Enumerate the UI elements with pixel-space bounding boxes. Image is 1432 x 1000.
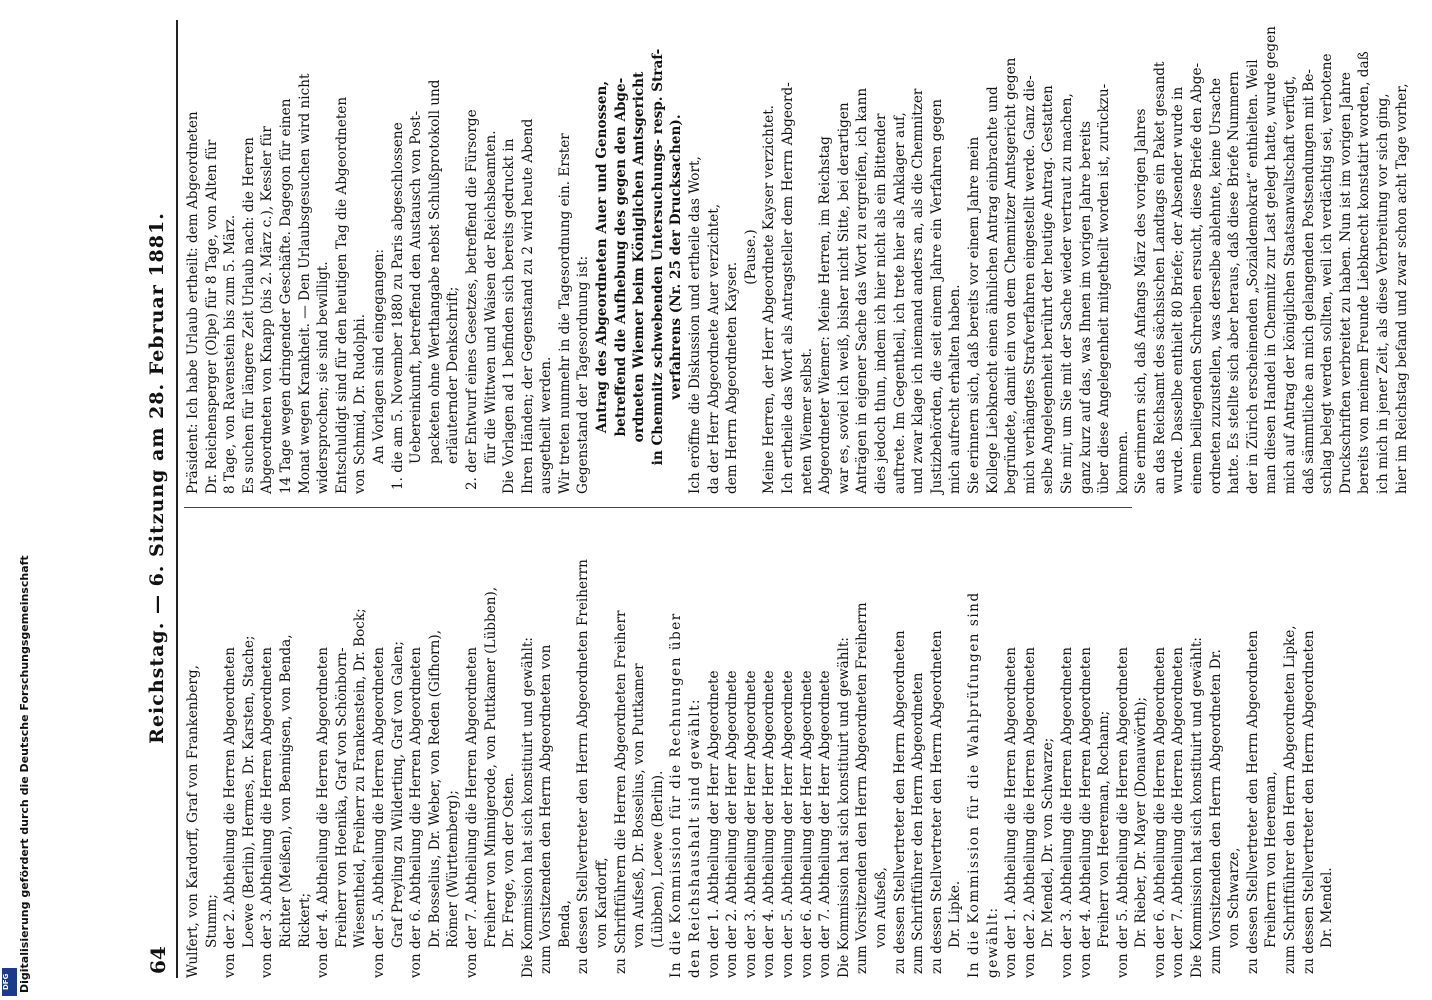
page-number: 64 xyxy=(146,946,170,974)
rotated-page-content xyxy=(140,0,1410,1000)
text-line: Römer (Württemberg); xyxy=(445,790,462,948)
text-line: wurde. Dasselbe enthielt 80 Briefe; der Absender wurde in xyxy=(1170,86,1187,494)
running-title: Reichstag. — 6. Sitzung am 28. Februar 1881. xyxy=(146,212,168,744)
text-line: Abgeordneten von Knapp (bis 2. März c.), Kessler für xyxy=(259,126,276,494)
text-line: von der 2. Abtheilung die Herren Abgeordneten xyxy=(222,647,239,978)
text-line: Kollege Liebknecht einen ähnlichen Antrag einbrachte und xyxy=(984,86,1001,494)
text-line: Freiherr von Heereman, Rochann; xyxy=(1096,710,1113,948)
text-line: Es suchen für längere Zeit Urlaub nach: die Herren xyxy=(240,137,257,494)
text-line: In die Kommission für die Wahlprüfungen sind xyxy=(965,591,982,978)
text-line: von der 3. Abtheilung die Herren Abgeordneten xyxy=(1058,647,1075,978)
text-line: An Vorlagen sind eingegangen: xyxy=(370,248,387,464)
text-line: Die Kommission hat sich konstituirt und gewählt: xyxy=(835,637,852,978)
text-line: für die Wittwen und Waisen der Reichsbeamten. xyxy=(482,130,499,464)
text-line: Dr. Mendel, Dr. von Schwarze; xyxy=(1040,737,1057,948)
text-line: von der 1. Abtheilung der Herr Abgeordnete xyxy=(705,670,722,978)
text-line: packeten ohne Werthangabe nebst Schlußprotokoll und xyxy=(426,79,443,464)
text-line: Rickert; xyxy=(296,892,313,948)
dfg-logo: DFG xyxy=(2,968,17,996)
text-line: widersprochen; sie sind bewilligt. xyxy=(315,261,332,494)
text-line: dies jedoch thun, indem ich hier nicht als ein Bittender xyxy=(872,113,889,494)
text-line: von der 7. Abtheilung die Herren Abgeordneten xyxy=(1170,647,1187,978)
text-line: 1. die am 5. November 1880 zu Paris abgeschlossene xyxy=(389,122,406,490)
text-line: Freiherrn von Heereman, xyxy=(1263,771,1280,948)
text-line: Dr. Reichensperger (Olpe) für 8 Tage, von Alten für xyxy=(203,139,220,494)
text-line: Dr. Frege, von der Osten. xyxy=(501,772,518,948)
text-line: bereits von meinem Freunde Liebknecht konstatirt worden, daß xyxy=(1356,51,1373,494)
text-line: den Reichshaushalt sind gewählt: xyxy=(687,697,704,978)
text-line: neten Wiemer selbst. xyxy=(798,347,815,494)
text-line: Anträgen in eigener Sache das Wort zu ergreifen, ich kann xyxy=(854,87,871,494)
text-line: Richter (Meißen), von Bennigsen, von Benda, xyxy=(277,634,294,948)
text-line: der in Zürich erscheinenden „Sozialdemokrat“ enthielten. Weil xyxy=(1244,59,1261,494)
text-line: Präsident: Ich habe Urlaub ertheilt: dem Abgeordneten xyxy=(185,111,201,494)
text-line: 8 Tage, von Ravenstein bis zum 5. März. xyxy=(222,214,239,494)
text-line: Benda, xyxy=(556,900,573,948)
text-line: zum Vorsitzenden den Herrn Abgeordneten Dr. xyxy=(1207,648,1224,974)
text-line: Freiherr von Minnigerode, von Puttkamer (Lübben), xyxy=(482,586,499,948)
text-line: Dr. Rieber, Dr. Mayer (Donauwörth); xyxy=(1133,696,1150,948)
text-line: von der 2. Abtheilung die Herren Abgeordneten xyxy=(1021,647,1038,978)
text-line: 14 Tage wegen dringender Geschäfte. Dagegon für einen xyxy=(277,98,294,494)
text-line: In die Kommission für die Rechnungen über xyxy=(668,612,685,978)
text-line: gewählt: xyxy=(984,906,1001,978)
text-line: von der 5. Abtheilung die Herren Abgeordneten xyxy=(370,647,387,978)
text-line: mich aufrecht erhalten haben. xyxy=(947,284,964,494)
digitization-note: Digitalisierung gefördert durch die Deutsche Forschungsgemeinschaft xyxy=(18,555,31,993)
text-line: ganz kurz auf das, was Ihnen im vorigen Jahre bereits xyxy=(1077,120,1094,494)
text-line: Die Kommission hat sich konstituirt und gewählt: xyxy=(519,637,536,978)
text-line: Sie erinnern sich, daß bereits vor einem Jahre mein xyxy=(965,136,982,494)
text-line: zu dessen Stellvertreter den Herrn Abgeordneten xyxy=(1300,630,1317,974)
text-line: von Schwarze, xyxy=(1226,847,1243,948)
text-line: daß sämmtliche an mich gelangenden Postsendungen mit Be- xyxy=(1300,68,1317,494)
text-line: von der 7. Abtheilung der Herr Abgeordnete xyxy=(817,670,834,978)
text-line: begründete, damit ein von dem Chemnitzer Amtsgericht gegen xyxy=(1003,57,1020,494)
text-line: Entschuldigt sind für den heutigen Tag die Abgeordneten xyxy=(333,96,350,494)
text-line: schlag belegt werden sollten, weil ich verdächtig sei, verbotene xyxy=(1319,53,1336,494)
text-line: von Kardorff, xyxy=(594,857,611,948)
text-line: Uebereinkunft, betreffend den Austausch von Post- xyxy=(408,110,425,464)
text-line: Dr. Mendel. xyxy=(1319,867,1336,948)
text-line: von der 5. Abtheilung die Herren Abgeordneten xyxy=(1114,647,1131,978)
text-line: an das Reichsamt des sächsischen Landtags ein Paket gesandt xyxy=(1151,61,1168,494)
text-line: von der 4. Abtheilung der Herr Abgeordnete xyxy=(761,670,778,978)
text-line: ich mich in jener Zeit, als diese Verbreitung vor sich ging, xyxy=(1375,93,1391,494)
text-line: Druckschriften verbreitet zu haben. Nun ist im vorigen Jahre xyxy=(1337,72,1354,494)
text-line: Monat wegen Krankheit. — Den Urlaubsgesuchen wird nicht xyxy=(296,73,313,494)
text-line: zum Vorsitzenden den Herrn Abgeordneten Freiherrn xyxy=(854,602,871,974)
text-line: zu dessen Stellvertreter den Herrn Abgeordneten xyxy=(1244,630,1261,974)
text-line: zu dessen Stellvertreter den Herrn Abgeordneten Freiherrn xyxy=(575,559,592,974)
text-line: Abgeordneter Wiemer: Meine Herren, im Reichstag xyxy=(817,136,834,494)
text-line: von Schmid, Dr. Rudolphi. xyxy=(352,313,369,494)
text-line: von der 1. Abtheilung die Herren Abgeordneten xyxy=(1003,647,1020,978)
text-line: Die Kommission hat sich konstituirt und gewählt: xyxy=(1189,637,1206,978)
text-line: man diesen Handel in Chemnitz zur Last gelegt hatte, wurde gegen xyxy=(1263,26,1280,494)
text-line: Wiesentheid, Freiherr zu Frankenstein, Dr. Bock; xyxy=(352,608,369,948)
text-line: in Chemnitz schwebenden Untersuchungs- resp. Straf- xyxy=(649,48,666,466)
text-line: (Lübben), Loewe (Berlin). xyxy=(649,770,666,948)
text-line: zum Schriftführer den Herrn Abgeordneten xyxy=(910,672,927,974)
text-line: von der 6. Abtheilung die Herren Abgeordneten xyxy=(1151,647,1168,978)
text-line: Ihren Händen; der Gegenstand zu 2 wird heute Abend xyxy=(519,118,536,494)
text-line: Sie erinnern sich, daß Anfangs März des vorigen Jahres xyxy=(1133,108,1150,494)
text-line: erläuternder Denkschrift; xyxy=(445,286,462,464)
right-text-column xyxy=(184,20,1410,494)
text-line: von der 3. Abtheilung der Herr Abgeordnete xyxy=(742,670,759,978)
text-line: von der 5. Abtheilung der Herr Abgeordnete xyxy=(780,670,796,978)
text-line: betreffend die Aufhebung des gegen den Abge- xyxy=(612,77,629,437)
text-line: von Aufseß, Dr. Bosselius, von Puttkamer xyxy=(631,663,648,948)
text-line: ordneten Wiemer beim Königlichen Amtsgericht xyxy=(631,71,648,443)
text-line: zu dessen Stellvertreter den Herrn Abgeordneten xyxy=(928,630,945,974)
text-line: von der 4. Abtheilung die Herren Abgeordneten xyxy=(315,647,332,978)
text-line: von der 7. Abtheilung die Herren Abgeordneten xyxy=(463,647,480,978)
text-line: von der 3. Abtheilung die Herren Abgeordneten xyxy=(259,647,276,978)
text-line: kommen. xyxy=(1114,430,1131,494)
text-line: hier im Reichstag befand und zwar schon acht Tage vorher, xyxy=(1393,83,1410,494)
text-line: von Aufseß, xyxy=(872,867,889,948)
left-text-column xyxy=(184,520,1336,978)
text-line: (Pause.) xyxy=(742,229,759,285)
text-line: einem beiliegenden Schreiben ersucht, diese Briefe den Abge- xyxy=(1189,62,1206,494)
text-line: Loewe (Berlin), Hermes, Dr. Karsten, Stache; xyxy=(240,635,257,948)
text-line: war es, soviel ich weiß, bisher nicht Sitte, bei derartigen xyxy=(835,102,852,494)
text-line: da der Herr Abgeordnete Auer verzichtet, xyxy=(705,203,722,494)
text-line: Die Vorlagen ad 1 befinden sich bereits gedruckt in xyxy=(501,138,518,494)
text-line: zum Schriftführer den Herrn Abgeordneten Lipke, xyxy=(1282,625,1299,974)
text-line: Sie mir, um Sie mit der Sache wieder vertraut zu machen, xyxy=(1058,93,1075,494)
text-line: ordneten zuzustellen, was derselbe ablehnte, keine Ursache xyxy=(1207,78,1224,494)
text-line: 2. der Entwurf eines Gesetzes, betreffend die Fürsorge xyxy=(463,109,480,490)
text-line: und zwar klage ich niemand anders an, als die Chemnitzer xyxy=(910,88,927,494)
text-line: Ich ertheile das Wort als Antragsteller dem Herrn Abgeord- xyxy=(780,82,796,494)
text-line: von der 6. Abtheilung der Herr Abgeordnete xyxy=(798,670,815,978)
text-line: zu dessen Stellvertreter den Herrn Abgeordneten xyxy=(891,630,908,974)
text-line: selbe Angelegenheit berührt der heutige Antrag. Gestatten xyxy=(1040,85,1057,494)
text-line: mich auf Antrag der königlichen Staatsanwaltschaft verfügt, xyxy=(1282,75,1299,494)
column-divider xyxy=(184,507,1132,508)
text-line: Wulfert, von Kardorff, Graf von Frankenberg, xyxy=(185,665,201,978)
text-line: Meine Herren, der Herr Abgeordnete Kayser verzichtet. xyxy=(761,104,778,494)
page-header xyxy=(142,20,178,978)
text-line: Gegenstand der Tagesordnung ist: xyxy=(575,255,592,494)
text-line: zum Vorsitzenden den Herrn Abgeordneten von xyxy=(538,644,555,974)
text-line: Dr. Bosselius, Dr. Weber, von Reden (Gifhorn), xyxy=(426,629,443,948)
text-line: Stumm; xyxy=(203,894,220,948)
text-line: hatte. Es stellte sich aber heraus, daß diese Briefe Nummern xyxy=(1226,71,1243,494)
text-line: verfahrens (Nr. 25 der Drucksachen). xyxy=(668,114,685,400)
text-line: Graf Preyling zu Wildertinq, Graf von Galen; xyxy=(389,641,406,948)
text-line: von der 4. Abtheilung die Herren Abgeordneten xyxy=(1077,647,1094,978)
text-line: Dr. Lipke. xyxy=(947,880,964,948)
text-line: Justizbehörden, die seit einem Jahre ein Verfahren gegen xyxy=(928,99,945,494)
text-line: dem Herrn Abgeordneten Kayser. xyxy=(724,261,741,494)
text-line: von der 2. Abtheilung der Herr Abgeordnete xyxy=(724,670,741,978)
text-line: Wir treten nunmehr in die Tagesordnung ein. Erster xyxy=(556,133,573,494)
text-line: mich verhängtes Strafverfahren eingestellt werde. Ganz die- xyxy=(1021,75,1038,494)
text-line: ausgetheilt werden. xyxy=(538,356,555,494)
text-line: auftrete. Im Gegentheil, ich trete hier als Anklager auf, xyxy=(891,112,908,494)
text-line: über diese Angelegenheit mitgetheilt worden ist, zurückzu- xyxy=(1096,83,1113,494)
text-line: Antrag des Abgeordneten Auer und Genossen, xyxy=(594,80,611,434)
text-line: von der 6. Abtheilung die Herren Abgeordneten xyxy=(408,647,425,978)
text-line: zu Schriftführern die Herren Abgeordneten Freiherr xyxy=(612,610,629,974)
text-line: Freiherr von Hoenika, Graf von Schönborn- xyxy=(333,647,350,948)
text-line: Ich eröffne die Diskussion und ertheile das Wort, xyxy=(687,156,704,494)
